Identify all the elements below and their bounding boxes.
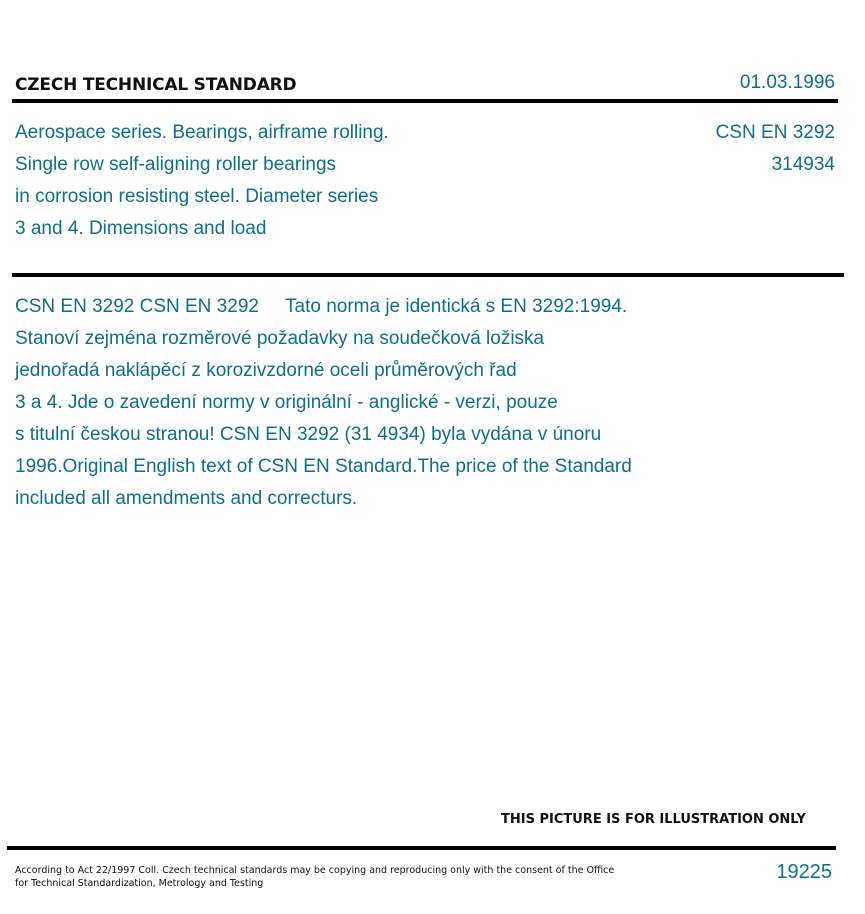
description-line: 1996.Original English text of CSN EN Standard.The price of the Standard — [15, 456, 632, 477]
standard-type-heading: CZECH TECHNICAL STANDARD — [15, 75, 297, 95]
header-divider — [12, 99, 838, 103]
description-line: jednořadá naklápěcí z korozivzdorné oceli průměrových řad — [15, 360, 517, 381]
legal-line: According to Act 22/1997 Coll. Czech technical standards may be copying and reproducing only with the consent of the Office — [15, 865, 615, 876]
publication-date: 01.03.1996 — [739, 72, 835, 93]
description-line: CSN EN 3292 CSN EN 3292 Tato norma je identická s EN 3292:1994. — [15, 296, 628, 317]
standard-identifiers — [716, 117, 835, 181]
title-line: Aerospace series. Bearings, airframe rolling. — [15, 122, 389, 143]
description-line: Stanoví zejména rozměrové požadavky na soudečková ložiska — [15, 328, 545, 349]
standard-title — [15, 117, 389, 245]
class-number: 314934 — [771, 154, 835, 175]
title-line: in corrosion resisting steel. Diameter series — [15, 186, 379, 207]
standard-description — [15, 291, 632, 515]
illustration-note: THIS PICTURE IS FOR ILLUSTRATION ONLY — [501, 812, 806, 827]
description-line: s titulní českou stranou! CSN EN 3292 (31 4934) byla vydána v únoru — [15, 424, 602, 445]
title-divider — [12, 273, 844, 277]
legal-line: for Technical Standardization, Metrology and Testing — [15, 878, 264, 889]
description-line: 3 a 4. Jde o zavedení normy v originální - anglické - verzi, pouze — [15, 392, 558, 413]
description-line: included all amendments and correcturs. — [15, 488, 358, 509]
standard-code: CSN EN 3292 — [715, 122, 835, 143]
footer-divider — [7, 846, 836, 850]
title-line: Single row self-aligning roller bearings — [15, 154, 337, 175]
document-number: 19225 — [776, 861, 832, 883]
title-line: 3 and 4. Dimensions and load — [15, 218, 267, 239]
legal-notice — [15, 864, 614, 890]
